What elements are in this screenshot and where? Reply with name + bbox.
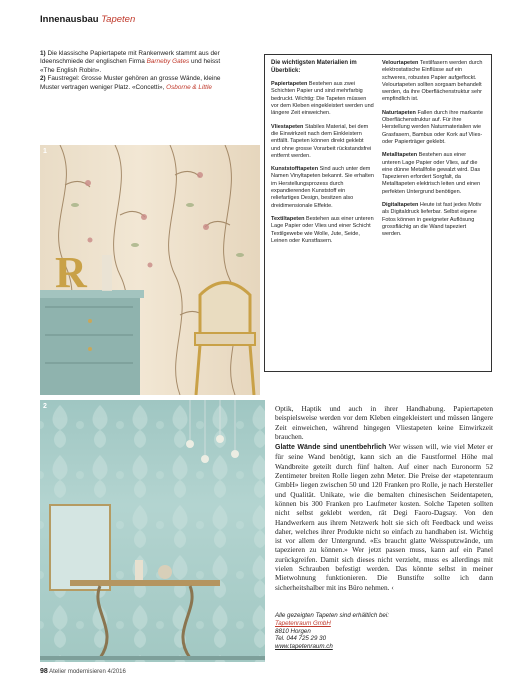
caption-2-brand: Osborne & Little	[166, 83, 212, 91]
caption-2-text: Faustregel: Grosse Muster gehören an grosse Wände, kleine Muster vertragen weniger Platz. «Concetti»,	[40, 75, 221, 91]
body-paragraph-text: Wer wissen will, wie viel Meter er für seine Wand benötigt, kann sich an die Faustformel Höhe mal Wandbreite geteilt durch fünf halten. Auf einer nach Euronorm 52 Zentimeter breiten Rolle liegen zehn Meter. Die Preise der «tapetenraum GmbH» liegen zwischen 50 und 120 Franken pro Rolle, je nach Hersteller und Qualität. Unikate, wie die bemalten chinesischen Seidentapeten, können bis 300 Franken pro Laufmeter kosten. Solche Tapeten sollten nicht selbst geklebt werden, rät Degi Faoro-Dagsay. Von den Handwerkern aus ihrem Netzwerk holt sie sich oft Feedback und weiss daher, welches ihrer Produkte nicht so einfach zu handhaben ist. Wichtig ist vor allem der Untergrund. «Es braucht glatte Weissputzwände, um tapezieren zu können.» Wer jetzt passen muss, kann auf ein Panel zurückgreifen. Damit sich dieses nicht verzieht, muss es allerdings mit vielen Schrauben befestigt werden. Das könnte selbst in meiner Mietwohnung funktionieren. Die Bunstifte sollte ich dann sicherheitshalber mit ins Büro nehmen.	[275, 442, 493, 592]
page-footer	[40, 668, 126, 675]
magazine-issue: Atelier modernisieren 4/2016	[49, 669, 126, 675]
photo-captions	[40, 50, 230, 92]
body-paragraph: Optik, Haptik und auch in ihrer Handhabung. Papiertapeten beispielsweise werden vor dem Kleben eingekleistert und müssen längere Zeit einweichen, während hingegen Vliestapeten keine Einwirkzeit brauchen.	[275, 404, 493, 441]
info-entry: Papiertapeten Bestehen aus zwei Schichten Papier und sind mehrfarbig bedruckt. Wichtig: Die Tapeten müssen vor dem Kleben eingekleistert werden und längere Zeit einweichen.	[271, 81, 374, 117]
credit-website-link[interactable]: www.tapetenraum.ch	[275, 643, 333, 651]
subheading: Glatte Wände sind unentbehrlich	[275, 444, 387, 452]
credit-company-link[interactable]: Tapetenraum GmbH	[275, 619, 331, 627]
section-title: Innenausbau	[40, 14, 99, 25]
info-entry: Metalltapeten Bestehen aus einer unteren Lage Papier oder Vlies, auf die eine dünne Metallfolie gewalzt wird. Das Tapezieren erfordert Sorgfalt, da Metalltapeten elektrisch leiten und einen perfekten Untergrund benötigen.	[382, 152, 481, 195]
body-paragraph	[275, 442, 493, 592]
credit-line: Alle gezeigten Tapeten sind erhältlich bei:	[275, 612, 389, 619]
photo-wallpaper-vines	[40, 145, 260, 395]
caption-1-number: 1)	[40, 50, 46, 57]
photo-1-number: 1	[43, 148, 47, 155]
credit-phone: Tel. 044 725 29 30	[275, 635, 327, 643]
caption-1-text: Die klassische Papiertapete mit Rankenwerk stammt aus der Ideenschmiede der englischen Firma	[40, 50, 220, 66]
caption-1-text-end: und heisst «The English Robin».	[40, 58, 221, 74]
info-entry: Textiltapeten Bestehen aus einer unteren Lage Papier oder Vlies und einer Schicht Textilgewebe wie Wolle, Jute, Seide, Leinen oder Kunstfasern.	[271, 215, 374, 244]
materials-info-box	[264, 54, 492, 372]
info-entry: Kunststofftapeten Sind auch unter dem Namen Vinyltapeten bekannt. Sie erhalten im Herstellungsprozess durch expandierenden Kunststoff ein reliefartiges Design, besitzen also dreidimensionale Effekte.	[271, 166, 374, 209]
credit-city: 8810 Horgen	[275, 627, 311, 635]
info-entry: Vliestapeten Stabiles Material, bei dem die Einwirkzeit nach dem Einkleistern entfällt. Tapeten können direkt geklebt und ohne grosse Vorarbeit rückstandsfrei entfernt werden.	[271, 123, 372, 159]
info-entry: Naturtapeten Fallen durch ihre markante Oberflächenstruktur auf. Für ihre Herstellung werden Naturmaterialien wie Grasfasern, Bambus oder Kork auf Vlies- oder Papierträger geklebt.	[382, 109, 483, 145]
photo-2-number: 2	[43, 403, 47, 410]
info-entry: Digitaltapeten Heute ist fast jedes Motiv als Digitaldruck lieferbar. Selbst eigene Fotos können in geeigneter Auflösung grossflächig an die Wand tapeziert werden.	[382, 202, 482, 238]
caption-2	[40, 75, 230, 92]
photo-2-illustration	[40, 400, 265, 662]
info-column-left	[271, 60, 374, 251]
end-mark: ‹	[391, 582, 394, 592]
subsection-title: Tapeten	[101, 14, 136, 25]
caption-1-brand: Barneby Gates	[146, 58, 190, 66]
photo-damask-console	[40, 400, 265, 662]
supplier-credit	[275, 612, 493, 651]
info-box-title: Die wichtigsten Materialien im Überblick:	[271, 60, 357, 74]
photo-1-illustration	[40, 145, 260, 395]
caption-2-number: 2)	[40, 75, 46, 83]
info-column-right	[382, 60, 485, 251]
info-entry: Velourtapeten Textilfasern werden durch elektrostatische Einflüsse auf ein schweres, robustes Papier aufgeflockt. Velourtapeten sollten sorgsam behandelt werden, da ihre Oberflächenstruktur sehr empfindlich ist.	[382, 60, 483, 103]
page-number: 98	[40, 668, 48, 675]
letter-r-decor: R	[55, 248, 87, 297]
article-body	[275, 404, 493, 593]
caption-1	[40, 50, 230, 75]
page-header	[40, 14, 135, 25]
